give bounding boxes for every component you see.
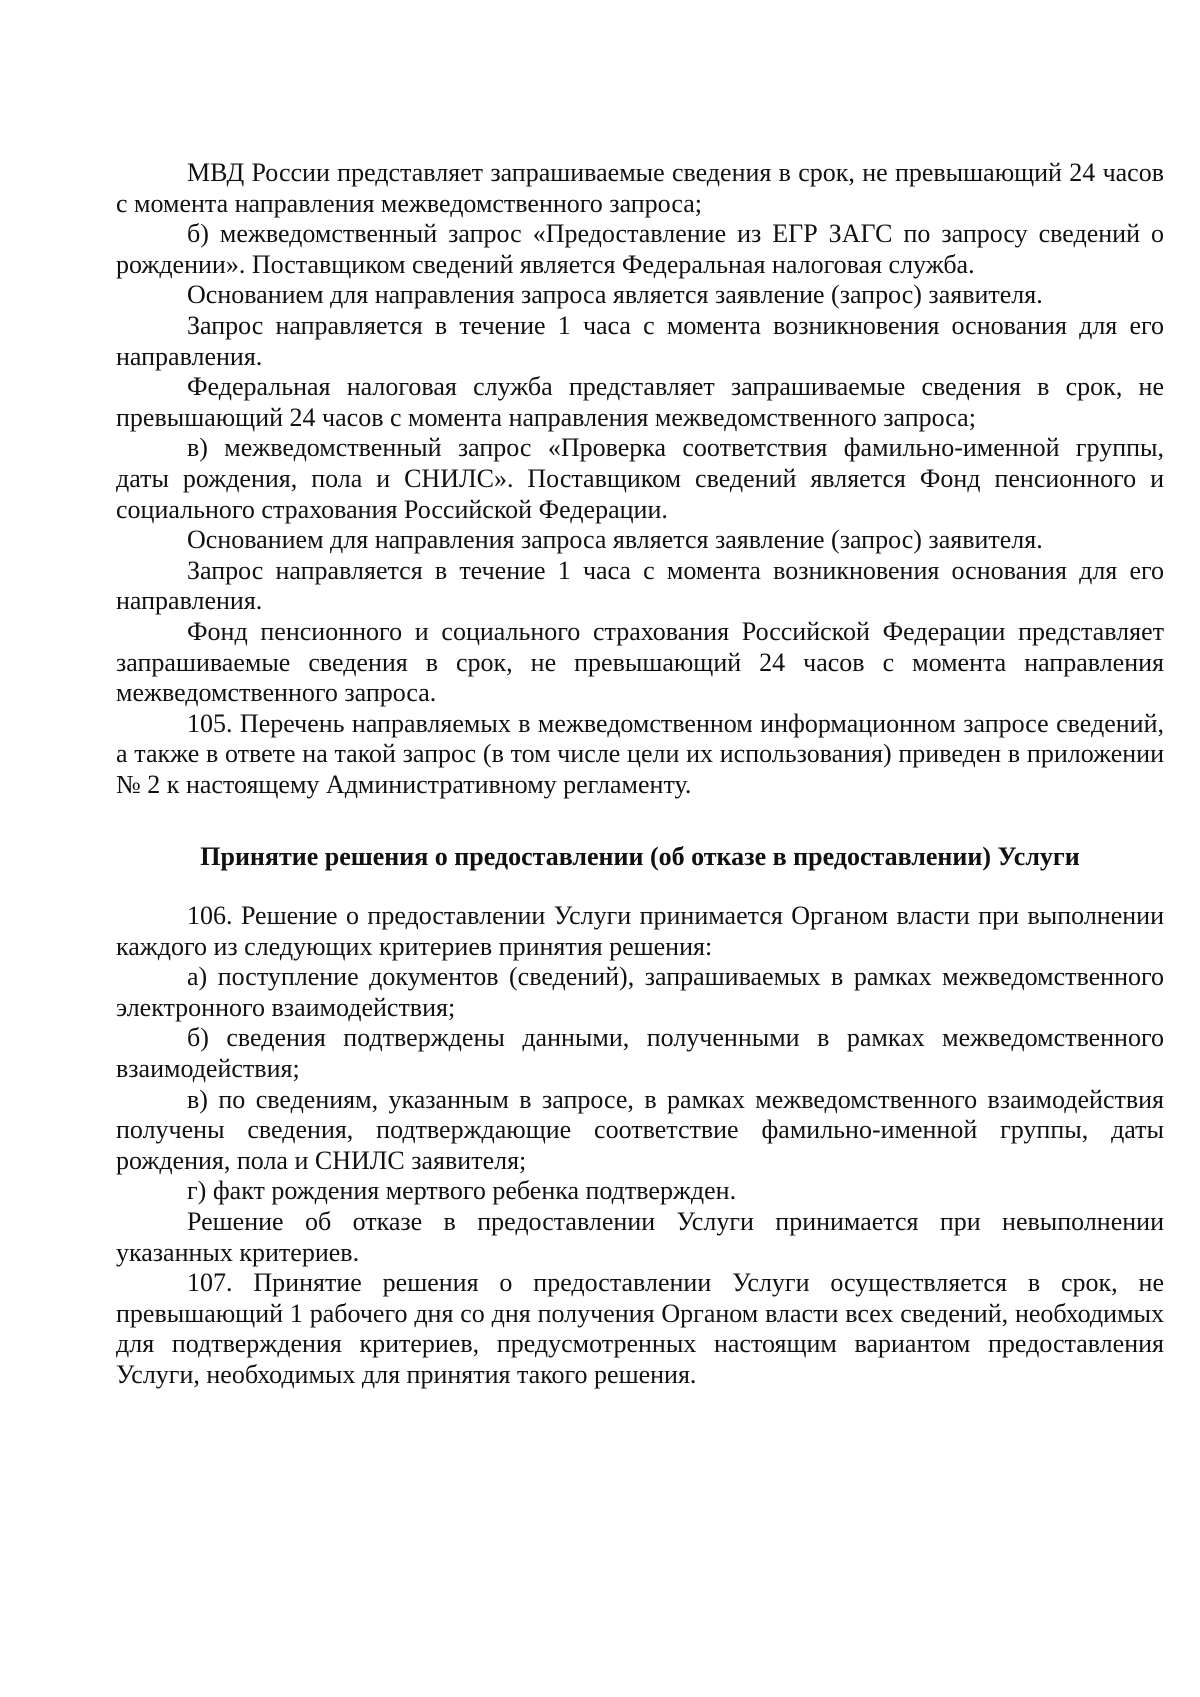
paragraph: МВД России представляет запрашиваемые сведения в срок, не превышающий 24 часов с момента направления межведомственного запроса; xyxy=(116,158,1164,218)
paragraph: в) межведомственный запрос «Проверка соответствия фамильно-именной группы, даты рождения, пола и СНИЛС». Поставщиком сведений является Фонд пенсионного и социального страхования Российской Федерации. xyxy=(116,433,1164,524)
paragraph: в) по сведениям, указанным в запросе, в рамках межведомственного взаимодействия получены сведения, подтверждающие соответствие фамильно-именной группы, даты рождения, пола и СНИЛС заявителя; xyxy=(116,1084,1164,1175)
paragraph-107: 107. Принятие решения о предоставлении Услуги осуществляется в срок, не превышающий 1 рабочего дня со дня получения Органом власти всех сведений, необходимых для подтверждения критериев, предусмотренных настоящим вариантом предоставления Услуги, необходимых для принятия такого решения. xyxy=(116,1268,1164,1389)
paragraph: б) сведения подтверждены данными, полученными в рамках межведомственного взаимодействия; xyxy=(116,1023,1164,1084)
section-heading: Принятие решения о предоставлении (об отказе в предоставлении) Услуги xyxy=(200,842,1080,872)
paragraph: б) межведомственный запрос «Предоставление из ЕГР ЗАГС по запросу сведений о рождении». Поставщиком сведений является Федеральная налоговая служба. xyxy=(116,219,1164,279)
paragraph-105: 105. Перечень направляемых в межведомственном информационном запросе сведений, а также в ответе на такой запрос (в том числе цели их использования) приведен в приложении № 2 к настоящему Административному регламенту. xyxy=(116,708,1164,799)
paragraph: Решение об отказе в предоставлении Услуги принимается при невыполнении указанных критериев. xyxy=(116,1207,1164,1267)
paragraph-106: 106. Решение о предоставлении Услуги принимается Органом власти при выполнении каждого из следующих критериев принятия решения: xyxy=(116,901,1164,961)
paragraph: а) поступление документов (сведений), запрашиваемых в рамках межведомственного электронного взаимодействия; xyxy=(116,962,1164,1022)
paragraph: Фонд пенсионного и социального страхования Российской Федерации представляет запрашиваемые сведения в срок, не превышающий 24 часов с момента направления межведомственного запроса. xyxy=(116,616,1164,708)
paragraph: г) факт рождения мертвого ребенка подтвержден. xyxy=(187,1176,737,1206)
paragraph: Запрос направляется в течение 1 часа с момента возникновения основания для его направления. xyxy=(116,555,1164,616)
document-body xyxy=(116,158,1164,1391)
paragraph: Основанием для направления запроса является заявление (запрос) заявителя. xyxy=(187,280,1043,310)
paragraph: Федеральная налоговая служба представляет запрашиваемые сведения в срок, не превышающий 24 часов с момента направления межведомственного запроса; xyxy=(116,372,1164,432)
paragraph: Запрос направляется в течение 1 часа с момента возникновения основания для его направления. xyxy=(116,310,1164,371)
paragraph: Основанием для направления запроса является заявление (запрос) заявителя. xyxy=(187,525,1043,555)
